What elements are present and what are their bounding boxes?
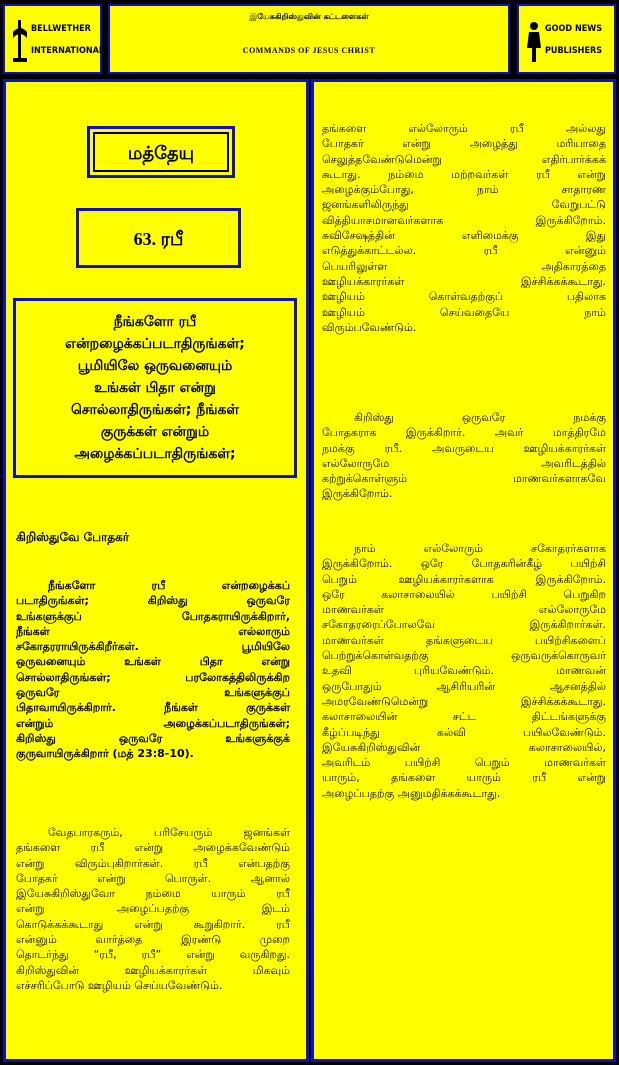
commentary-paragraph: [16, 825, 290, 993]
book-box: [87, 126, 235, 178]
good-news-logo: [517, 4, 616, 74]
paragraph-line: தங்களை எல்லோரும் ரபீ அல்லது: [322, 122, 606, 135]
paragraph-line: நமக்கு ரபீ. அவருடைய ஊழியக்காரர்கள்: [322, 441, 606, 455]
paragraph-line: ஜனங்களிலிருந்து வேறுபட்டு: [322, 198, 606, 212]
paragraph-line: கிறிஸ்து ஒருவரே நமக்கு: [354, 411, 606, 424]
paragraph-line: என்று விரும்புகிறார்கள். ரபீ என்பதற்கு: [16, 856, 290, 870]
paragraph-line: கொடுக்கக்கூடாது என்று கூறுகிறார். ரபீ: [16, 917, 290, 931]
paragraph-line: ஒருவனையும் உங்கள் பிதா என்று: [16, 655, 290, 669]
paragraph-line: மாணவர்கள் தங்களுடைய பயிற்சிகளைப்: [322, 633, 606, 647]
title-tamil: இயேசுகிறிஸ்துவின் கட்டளைகள்: [249, 12, 369, 21]
title-box: [108, 4, 510, 74]
paragraph-line: நீங்களோ ரபீ என்றழைக்கப்: [48, 579, 290, 592]
verse-line: குருக்கள் என்றும்: [100, 424, 210, 440]
verse-line: உங்கள் பிதா என்று: [94, 380, 216, 396]
paragraph-line: கூடாது. நம்மை மற்றவர்கள் ரபீ என்று: [322, 167, 606, 181]
paragraph-line: அவரிடம் பயிற்சி பெறும் மாணவர்கள்: [322, 756, 606, 770]
paragraph-line: பெற்றுக்கொள்வதற்கு ஒருவருக்கொருவர்: [322, 649, 606, 663]
paragraph-line: போதகர் என்று பொருள். ஆனால்: [16, 871, 290, 885]
bellwether-logo: [3, 4, 105, 74]
paragraph-line: மாணவர்கள் எல்லோருமே: [322, 603, 606, 617]
paragraph-line: பெறும் ஊழியக்காரர்களாக இருக்கிறோம்.: [322, 572, 606, 586]
paragraph-line: என்றும் அழைக்கப்படாதிருங்கள்;: [16, 716, 290, 730]
paragraph-line: கிறிஸ்துவின் ஊழியக்காரர்கள் மிகவும்: [16, 963, 290, 977]
commentary-paragraph: [322, 541, 606, 801]
verse-line: சொல்லாதிருங்கள்; நீங்கள்: [70, 402, 240, 418]
good-news-line-2: PUBLISHERS: [545, 46, 603, 56]
paragraph-line: அமரவேண்டுமென்று இச்சிக்கக்கூடாது.: [322, 694, 606, 708]
verse-box: [13, 298, 297, 478]
paragraph-line: என்று அழைப்பதற்கு இடம்: [16, 902, 290, 916]
paragraph-line: உதவி புரியவேண்டும். மாணவன்: [322, 664, 606, 678]
paragraph-line: கிறிஸ்து ஒருவரே உங்களுக்குக்: [16, 731, 290, 745]
paragraph-line: படாதிருங்கள்; கிறிஸ்து ஒருவரே: [16, 594, 290, 608]
chapter-title: 63. ரபீ: [133, 229, 184, 249]
scripture-paragraph: [16, 578, 290, 762]
paragraph-line: போதகர் என்று அழைத்து மரியாதை: [322, 137, 606, 151]
paragraph-line: அழைப்பதற்கு அனுமதிக்கக்கூடாது.: [322, 786, 501, 800]
paragraph-line: கீழ்ப்படிந்து கல்வி பயிலவேண்டும்.: [322, 725, 606, 739]
paragraph-line: தங்களை ரபீ என்று அழைக்கவேண்டும்: [16, 841, 290, 855]
paragraph-line: ஊழியக்காரர்கள் இச்சிக்கக்கூடாது.: [322, 274, 606, 288]
paragraph-line: ஒரே கலாசாலையில் பயிற்சி பெறுகிற: [322, 587, 606, 601]
chapter-box: [76, 208, 241, 268]
paragraph-line: தொடர்ந்து “ரபீ, ரபீ” என்று வருகிறது.: [16, 948, 290, 962]
good-news-line-1: GOOD NEWS: [545, 24, 603, 34]
paragraph-line: சுவிசேஷத்தின் எளிமைக்கு இது: [322, 229, 606, 243]
paragraph-line: ஊழியம் செய்வதையே நாம்: [322, 305, 606, 319]
paragraph-line: நீங்கள் எல்லாரும்: [16, 624, 290, 638]
bellwether-ram-icon: [11, 18, 29, 64]
bellwether-line-2: INTERNATIONAL: [31, 46, 105, 56]
paragraph-line: குருவாயிருக்கிறார் (மத் 23:8-10).: [16, 747, 194, 761]
header: [0, 0, 619, 80]
paragraph-line: விரும்பவேண்டும்.: [322, 320, 417, 334]
paragraph-line: போதகராக இருக்கிறார். அவர் மாத்திரமே: [322, 426, 606, 440]
paragraph-line: ஒருபோதும் ஆசிரியரின் ஆசனத்தில்: [322, 679, 606, 693]
paragraph-line: இருக்கிறோம்.: [322, 487, 393, 501]
paragraph-line: என்னும் வார்த்தை இரண்டு முறை: [16, 933, 290, 947]
commentary-paragraph: [322, 121, 606, 335]
verse-line: நீங்களோ ரபீ: [113, 314, 197, 330]
paragraph-line: வித்தியாசமானவர்களாக இருக்கிறோம்.: [322, 213, 606, 227]
good-news-figure-icon: [525, 18, 543, 64]
paragraph-line: எச்சரிப்போடு ஊழியம் செய்யவேண்டும்.: [16, 978, 223, 992]
paragraph-line: இயேசுகிறிஸ்துவின் கலாசாலையில்,: [322, 740, 606, 754]
paragraph-line: எல்லோருமே அவரிடத்தில்: [322, 456, 606, 470]
paragraph-line: சகோதரராயிருக்கிறீர்கள். பூமியிலே: [16, 640, 290, 654]
paragraph-line: வேதபாரகரும், பரிசேயரும் ஜனங்கள்: [48, 826, 290, 839]
paragraph-line: ஒருவரே உங்களுக்குப்: [16, 686, 290, 700]
paragraph-line: சொல்லாதிருங்கள்; பரலோகத்திலிருக்கிற: [16, 670, 290, 684]
verse-line: பூமியிலே ஒருவனையும்: [77, 358, 233, 374]
bellwether-line-1: BELLWETHER: [31, 24, 91, 34]
book-name: மத்தேயு: [127, 143, 195, 164]
paragraph-line: பெயரிலுள்ள அதிகாரத்தை: [322, 259, 606, 273]
title-english: COMMANDS OF JESUS CHRIST: [242, 46, 376, 55]
commentary-paragraph: [322, 410, 606, 502]
verse-text: [16, 311, 294, 465]
paragraph-line: ஊழியம் கொள்வதற்குப் பதிலாக: [322, 290, 606, 304]
paragraph-line: பிதாவாயிருக்கிறார். நீங்கள் குருக்கள்: [16, 701, 290, 715]
paragraph-line: அழைக்கும்போது, நாம் சாதாரண: [322, 183, 606, 197]
paragraph-line: இயேசுகிறிஸ்துவோ நம்மை யாரும் ரபீ: [16, 887, 290, 901]
paragraph-line: இருக்கிறோம். ஒரே போதகரின்கீழ் பயிற்சி: [322, 557, 606, 571]
verse-line: அழைக்கப்படாதிருங்கள்;: [74, 446, 236, 462]
paragraph-line: கலாசாலையின் சட்ட திட்டங்களுக்கு: [322, 710, 606, 724]
paragraph-line: எடுத்துக்காட்டல்ல. ரபீ என்னும்: [322, 244, 606, 258]
paragraph-line: செலுத்தவேண்டுமென்று எதிர்பார்க்கக்: [322, 152, 606, 166]
paragraph-line: நாம் எல்லோரும் சகோதரர்களாக: [354, 542, 606, 555]
paragraph-line: உங்களுக்குப் போதகராயிருக்கிறார்,: [16, 609, 290, 623]
verse-line: என்றழைக்கப்படாதிருங்கள்;: [65, 336, 245, 352]
paragraph-line: சகோதரரைப்போலவே இருக்கிறார்கள்.: [322, 618, 606, 632]
paragraph-line: கற்றுக்கொள்ளும் மாணவர்களாகவே: [322, 472, 606, 486]
paragraph-line: யாரும், தங்களை யாரும் ரபீ என்று: [322, 771, 606, 785]
section-title: கிறிஸ்துவே போதகர்: [16, 530, 130, 544]
